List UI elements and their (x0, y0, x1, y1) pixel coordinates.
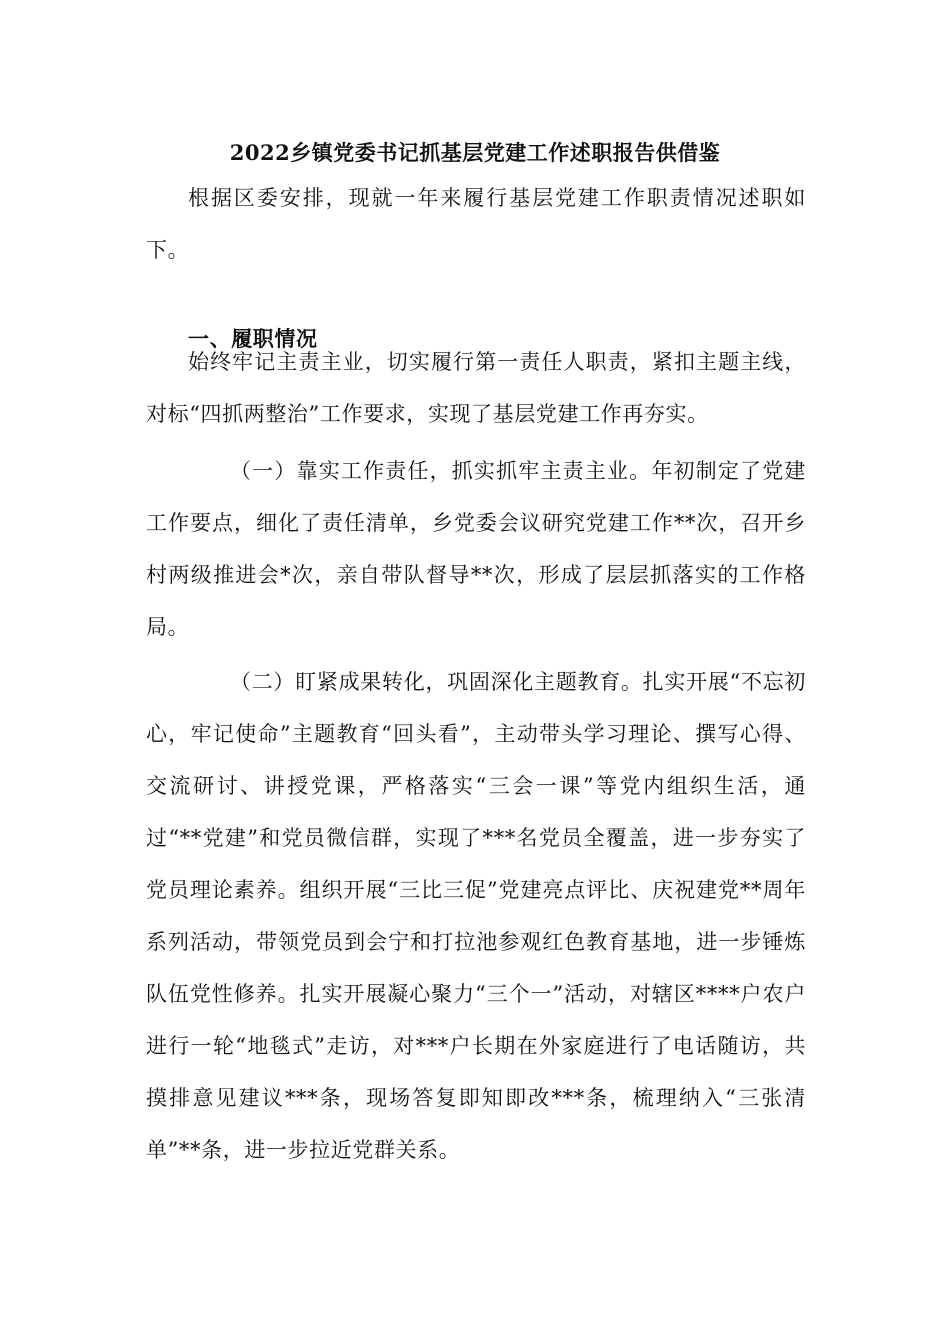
document-title: 2022乡镇党委书记抓基层党建工作述职报告供借鉴 (229, 140, 721, 165)
body-paragraph-2: （一）靠实工作责任，抓实抓牢主责主业。年初制定了党建工作要点，细化了责任清单，乡党委会议研究党建工作**次，召开乡村两级推进会*次，亲自带队督导**次，形成了层层抓落实的工作格局。 (146, 459, 806, 639)
body-paragraph-1: 始终牢记主责主业，切实履行第一责任人职责，紧扣主题主线，对标“四抓两整治”工作要求，实现了基层党建工作再夯实。 (146, 350, 806, 426)
section-heading: 一、履职情况 (188, 326, 318, 351)
body-paragraph-3: （二）盯紧成果转化，巩固深化主题教育。扎实开展“不忘初心，牢记使命”主题教育“回头看”，主动带头学习理论、撰写心得、交流研讨、讲授党课，严格落实“三会一课”等党内组织生活，通过“**党建”和党员微信群，实现了***名党员全覆盖，进一步夯实了党员理论素养。组织开展“三比三促”党建亮点评比、庆祝建党**周年系列活动，带领党员到会宁和打拉池参观红色教育基地，进一步锤炼队伍党性修养。扎实开展凝心聚力“三个一”活动，对辖区****户农户进行一轮“地毯式”走访，对***户长期在外家庭进行了电话随访，共摸排意见建议***条，现场答复即知即改***条，梳理纳入“三张清单”**条，进一步拉近党群关系。 (146, 670, 806, 1162)
intro-paragraph: 根据区委安排，现就一年来履行基层党建工作职责情况述职如下。 (146, 186, 806, 262)
